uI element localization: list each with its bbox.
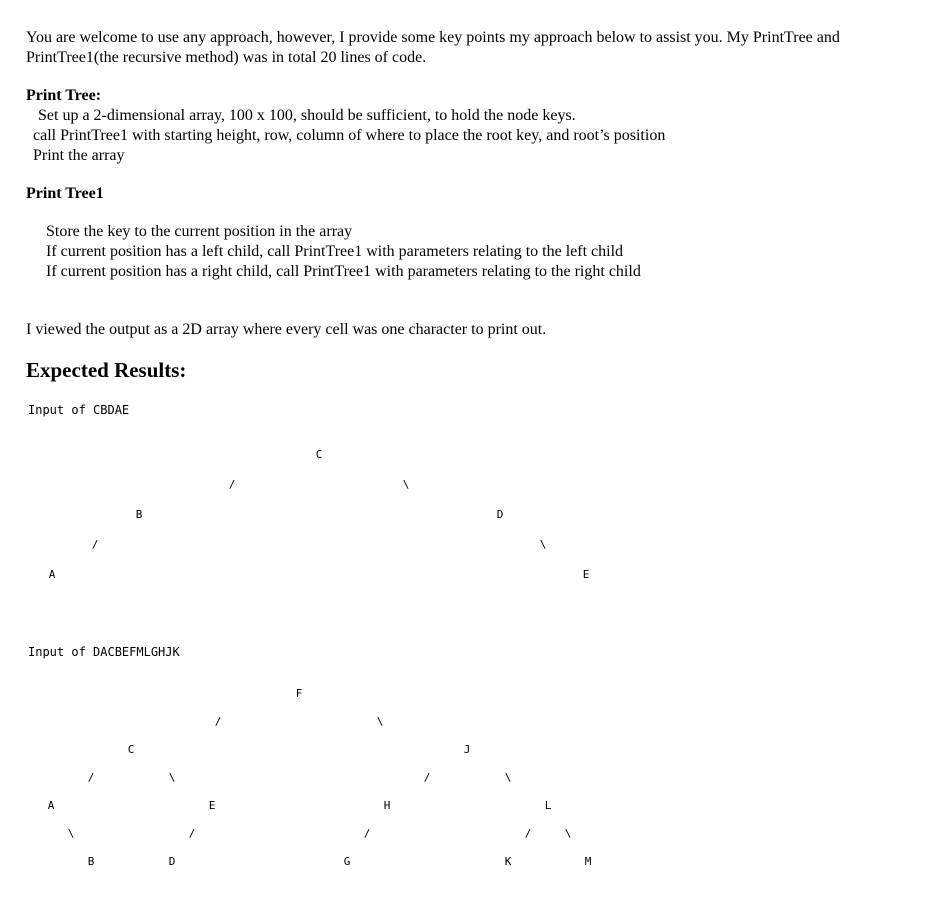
tree-node: A (47, 799, 55, 812)
tree-node: A (48, 568, 56, 581)
tree-edge: \ (504, 771, 512, 784)
tree-node: F (295, 687, 303, 700)
tree-edge: \ (376, 715, 384, 728)
tree-node: E (582, 568, 590, 581)
print-tree-step-1: Set up a 2-dimensional array, 100 x 100, should be sufficient, to hold the node keys. (38, 107, 576, 124)
tree-node: C (315, 448, 323, 461)
tree-node: B (87, 855, 95, 868)
example-1-label: Input of CBDAE (28, 403, 130, 417)
tree-edge: / (228, 478, 236, 491)
print-tree1-step-3: If current position has a right child, call PrintTree1 with parameters relating to the right child (46, 263, 641, 280)
intro-line-1: You are welcome to use any approach, however, I provide some key points my approach below to assist you. My PrintTree and (26, 29, 840, 46)
intro-line-2: PrintTree1(the recursive method) was in total 20 lines of code. (26, 49, 427, 66)
tree-node: D (168, 855, 176, 868)
print-tree1-step-1: Store the key to the current position in the array (46, 223, 353, 240)
tree-node: E (208, 799, 216, 812)
output-note: I viewed the output as a 2D array where every cell was one character to print out. (26, 321, 547, 338)
print-tree1-title: Print Tree1 (26, 185, 104, 202)
tree-edge: / (423, 771, 431, 784)
tree-edge: / (214, 715, 222, 728)
print-tree-step-3: Print the array (33, 147, 125, 164)
tree-node: D (496, 508, 504, 521)
print-tree-step-2: call PrintTree1 with starting height, row, column of where to place the root key, and root’s position (33, 127, 666, 144)
tree-edge: / (87, 771, 95, 784)
tree-node: J (463, 743, 471, 756)
tree-node: B (135, 508, 143, 521)
print-tree1-step-2: If current position has a left child, call PrintTree1 with parameters relating to the left child (46, 243, 624, 260)
example-2-label: Input of DACBEFMLGHJK (28, 645, 180, 659)
tree-node: G (343, 855, 351, 868)
tree-node: L (544, 799, 552, 812)
tree-edge: / (91, 538, 99, 551)
tree-edge: \ (539, 538, 547, 551)
tree-edge: \ (168, 771, 176, 784)
tree-edge: / (363, 827, 371, 840)
print-tree-title: Print Tree: (26, 87, 102, 104)
tree-edge: \ (564, 827, 572, 840)
tree-node: C (127, 743, 135, 756)
tree-edge: \ (402, 478, 410, 491)
tree-node: K (504, 855, 512, 868)
tree-node: H (383, 799, 391, 812)
expected-results-heading: Expected Results: (26, 358, 187, 382)
tree-edge: / (188, 827, 196, 840)
tree-edge: / (524, 827, 532, 840)
tree-node: M (584, 855, 592, 868)
tree-edge: \ (67, 827, 75, 840)
